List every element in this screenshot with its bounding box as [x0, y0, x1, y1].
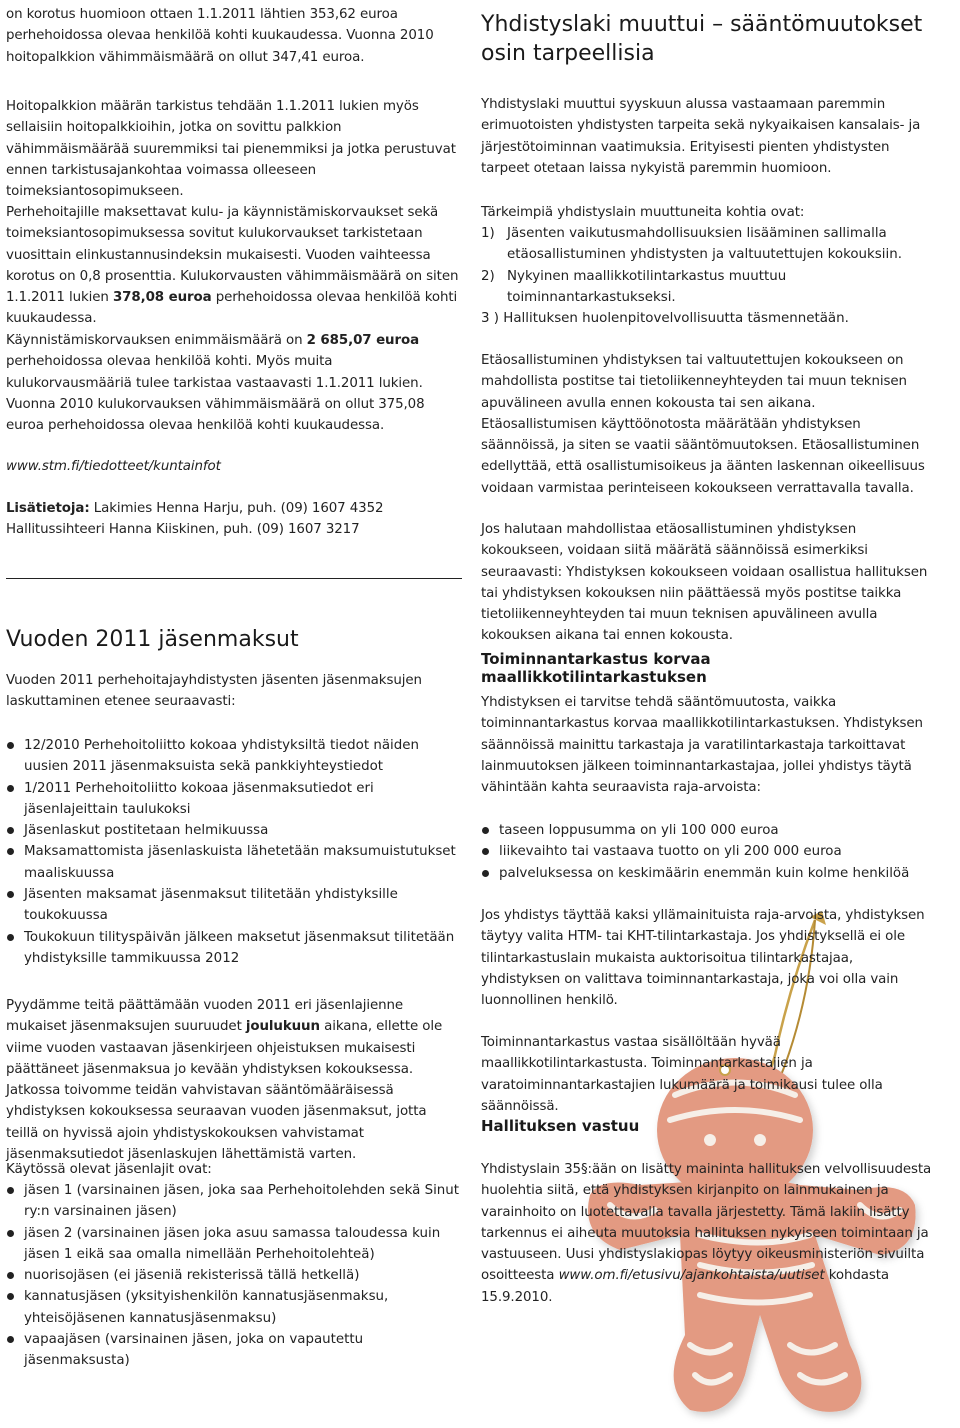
list-item: 12/2010 Perhehoitoliitto kokoaa yhdistyksiltä tiedot näiden uusien 2011 jäsenmaksuista sekä pankkiyhteystiedot — [6, 735, 462, 778]
amount-highlight: 2 685,07 euroa — [306, 333, 420, 348]
changes-numbered-list — [481, 223, 933, 329]
item-number: 2) — [481, 268, 495, 284]
paragraph-fee-increase: on korotus huomioon ottaen 1.1.2011 lähtien 353,62 euroa perhehoidossa olevaa henkilöä kohti kuukaudessa. Vuonna 2010 hoitopalkkion vähimmäismäärä on ollut 347,41 euroa. — [6, 7, 434, 65]
paragraph-law-changed: Yhdistyslaki muuttui syyskuun alussa vastaamaan paremmin erimuotoisten yhdistysten tarpeita sekä nykyaikaisen kansalais- ja järjestötoiminnan vaatimuksia. Erityisesti pienten yhdistysten tarpeet otetaan laissa nykyistä paremmin huomioon. — [481, 97, 921, 176]
paragraph-startup-compensation — [6, 330, 462, 436]
cookie-eye-right — [754, 1134, 766, 1146]
list-item: Toukokuun tilityspäivän jälkeen maksetut jäsenmaksut tilitetään yhdistyksille tammikuussa 2012 — [6, 927, 462, 970]
list-item: liikevaihto tai vastaava tuotto on yli 200 000 euroa — [481, 841, 909, 862]
link-text[interactable]: www.stm.fi/tiedotteet/kuntainfot — [6, 459, 221, 474]
membership-heading: Vuoden 2011 jäsenmaksut — [6, 627, 299, 652]
item-number: 3 ) — [481, 311, 500, 327]
text-segment: aikana, ellette ole viime vuoden vastaavan jäsenkirjeen ohjeistuksen mukaisesti päättäneet jäsenmaksua jo kevään yhdistyksen kokouksessa. Jatkossa toivomme teidän vahvistavan sääntömääräisessä yhdistyksen kokouksessa seuraavan vuoden jäsenmaksut, jotta teillä on hyvissä ajoin yhdistyskokouksen vahvistamat jäsenmaksutiedot jäsenlaskujen lähettämistä varten. — [6, 1019, 443, 1163]
text-segment: kohdasta 15.9.2010. — [481, 1268, 889, 1305]
highlight-december: joulukuun — [245, 1019, 320, 1035]
paragraph-fee-check: Hoitopalkkion määrän tarkistus tehdään 1.1.2011 lukien myös sellaisiin hoitopalkkioihin, jotka on sovittu palkkion vähimmäismäärää suuremmiksi tai pienemmiksi ja jotka perustuvat ennen tarkistusajankohtaa voimassa olleeseen toimeksiantosopimukseen. — [6, 99, 456, 200]
stm-link[interactable] — [6, 456, 221, 477]
contact-info — [6, 498, 383, 541]
text-segment: Pyydämme teitä päättämään vuoden 2011 eri jäsenlajienne mukaiset jäsenmaksujen suuruudet — [6, 998, 404, 1035]
paragraph-remote-rules: Jos halutaan mahdollistaa etäosallistuminen yhdistyksen kokoukseen, voidaan siitä määrätä säännöissä esimerkiksi seuraavasti: Yhdistyksen kokoukseen voidaan osallistua hallituksen tai yhdistyksen kokouksen niin päättäessä myös postitse taikka tietoliikenneyhteyden tai muun teknisen apuvälineen avulla kokouksen aikana tai ennen kokousta. — [481, 522, 928, 644]
text-segment: Käynnistämiskorvauksen enimmäismäärä on — [6, 333, 307, 348]
list-item: Jäsenlaskut postitetaan helmikuussa — [6, 820, 462, 841]
text-segment: perhehoidossa olevaa henkilöä kohti kuukaudessa. — [6, 290, 458, 327]
text-segment: Yhdistyslain 35§:ään on lisätty maininta hallituksen velvollisuudesta huolehtia siitä, että yhdistyksen kirjanpito on lainmukainen ja varainhoito on luotettavalla tavalla järjestetty. Tämä lakiin lisätty tarkennus ei aiheuta muutoksia hallituksen nykyiseen toimintaan ja vastuuseen. Uusi yhdistyslakiopas löytyy oikeusministeriön sivuilta osoitteesta — [481, 1162, 932, 1284]
paragraph-decision-request — [6, 995, 462, 1165]
paragraph-remote-participation: Etäosallistuminen yhdistyksen tai valtuutettujen kokoukseen on mahdollista postitse tai tietoliikenneyhteyden tai muun teknisen apuvälineen avulla ennen kokousta tai sen aikana. Etäosallistumisen käyttöönotosta määrätään yhdistyksen säännöissä, ja siten se vaatii sääntömuutoksen. Etäosallistuminen edellyttää, että osallistumisoikeus ja äänten laskennan oikeellisuus voidaan varmistaa perinteiseen kokoukseen verrattavalla tavalla. — [481, 353, 925, 496]
changes-intro: Tärkeimpiä yhdistyslain muuttuneita kohtia ovat: — [481, 205, 805, 220]
paragraph-audit: Yhdistyksen ei tarvitse tehdä sääntömuutosta, vaikka toiminnantarkastus korvaa maallikkotilintarkastuksen. Yhdistyksen säännöissä mainittu tarkastaja ja varatilintarkastaja tarkoittavat lainmuutoksen jälkeen toiminnantarkastajaa, jollei yhdistys täytä vähintään kahta seuraavista raja-arvoista: — [481, 695, 923, 796]
numbered-item — [481, 266, 933, 309]
list-item: jäsen 1 (varsinainen jäsen, joka saa Perhehoitolehden sekä Sinut ry:n varsinainen jäsen) — [6, 1180, 462, 1223]
member-types-list — [6, 1180, 462, 1372]
membership-intro: Vuoden 2011 perhehoitajayhdistysten jäsenten jäsenmaksujen laskuttaminen etenee seuraavasti: — [6, 673, 422, 710]
contact-line-1: Lakimies Henna Harju, puh. (09) 1607 4352 — [89, 501, 384, 516]
om-link[interactable]: www.om.fi/etusivu/ajankohtaista/uutiset — [558, 1268, 825, 1284]
list-item: jäsen 2 (varsinainen jäsen joka asuu samassa taloudessa kuin jäsen 1 eikä saa omalla nimellään Perhehoitolehteä) — [6, 1223, 462, 1266]
paragraph-board-responsibility — [481, 1159, 933, 1308]
section-divider — [6, 578, 462, 579]
contact-label: Lisätietoja: — [6, 501, 90, 516]
paragraph-auditor-choice: Jos yhdistys täyttää kaksi yllämainituista raja-arvoista, yhdistyksen täytyy valita HTM- tai KHT-tilintarkastaja. Jos yhdistyksellä ei ole tilintarkastuslain mukaista auktorisoitua tilintarkastajaa, yhdistyksen on valittava toiminnantarkastaja, joka voi olla vain luonnollinen henkilö. — [481, 908, 925, 1009]
item-text: Jäsenten vaikutusmahdollisuuksien lisääminen sallimalla etäosallistuminen yhdistysten ja valtuutettujen kokouksiin. — [507, 226, 902, 263]
list-item: 1/2011 Perhehoitoliitto kokoaa jäsenmaksutiedot eri jäsenlajeittain taulukoksi — [6, 778, 462, 821]
numbered-item — [481, 223, 933, 266]
member-types-intro: Käytössä olevat jäsenlajit ovat: — [6, 1162, 212, 1177]
list-item: Jäsenten maksamat jäsenmaksut tilitetään yhdistyksille toukokuussa — [6, 884, 462, 927]
paragraph-audit-content: Toiminnantarkastus vastaa sisällöltään hyvää maallikkotilintarkastusta. Toiminnantarkastajien ja varatoiminnantarkastajien lukumäärä ja toimikausi tulee olla säännöissä. — [481, 1035, 883, 1114]
text-segment: Perhehoitajille maksettavat kulu- ja käynnistämiskorvaukset sekä toimeksiantosopimuksessa sovitut kulukorvaukset tarkistetaan vuosittain elinkustannusindeksin mukaisesti. Vuoden vaihteessa korotus on 0,8 prosenttia. Kulukorvausten vähimmäismäärä on siten 1.1.2011 lukien — [6, 205, 459, 306]
billing-steps-list — [6, 735, 462, 969]
item-text: Nykyinen maallikkotilintarkastus muuttuu toiminnantarkastukseksi. — [507, 268, 787, 305]
list-item: Maksamattomista jäsenlaskuista lähetetään maksumuistutukset maaliskuussa — [6, 841, 462, 884]
text-segment: perhehoidossa olevaa henkilöä kohti. Myös muita kulukorvausmääriä tulee tarkistaa vastaavasti 1.1.2011 lukien. Vuonna 2010 kulukorvauksen vähimmäismäärä on ollut 375,08 euroa perhehoidossa olevaa henkilöä kohti kuukaudessa. — [6, 354, 425, 434]
list-item: kannatusjäsen (yksityishenkilön kannatusjäsenmaksu, yhteisöjäsenen kannatusjäsenmaksu) — [6, 1286, 462, 1329]
amount-highlight: 378,08 euroa — [112, 290, 212, 306]
thresholds-list — [481, 820, 909, 884]
list-item: vapaajäsen (varsinainen jäsen, joka on vapautettu jäsenmaksusta) — [6, 1329, 462, 1372]
subheading-board: Hallituksen vastuu — [481, 1117, 640, 1135]
paragraph-expense-compensation — [6, 202, 462, 330]
subheading-audit: Toiminnantarkastus korvaa maallikkotilintarkastuksen — [481, 650, 711, 686]
list-item: taseen loppusumma on yli 100 000 euroa — [481, 820, 909, 841]
cookie-eye-left — [704, 1134, 716, 1146]
list-item: nuorisojäsen (ei jäseniä rekisterissä tällä hetkellä) — [6, 1265, 462, 1286]
numbered-item — [481, 308, 933, 329]
contact-line-2: Hallitussihteeri Hanna Kiiskinen, puh. (09) 1607 3217 — [6, 522, 360, 538]
item-text: Hallituksen huolenpitovelvollisuutta täsmennetään. — [503, 311, 849, 327]
item-number: 1) — [481, 226, 495, 241]
list-item: palveluksessa on keskimäärin enemmän kuin kolme henkilöä — [481, 863, 909, 884]
association-law-heading: Yhdistyslaki muuttui – sääntömuutokset osin tarpeellisia — [481, 12, 923, 66]
